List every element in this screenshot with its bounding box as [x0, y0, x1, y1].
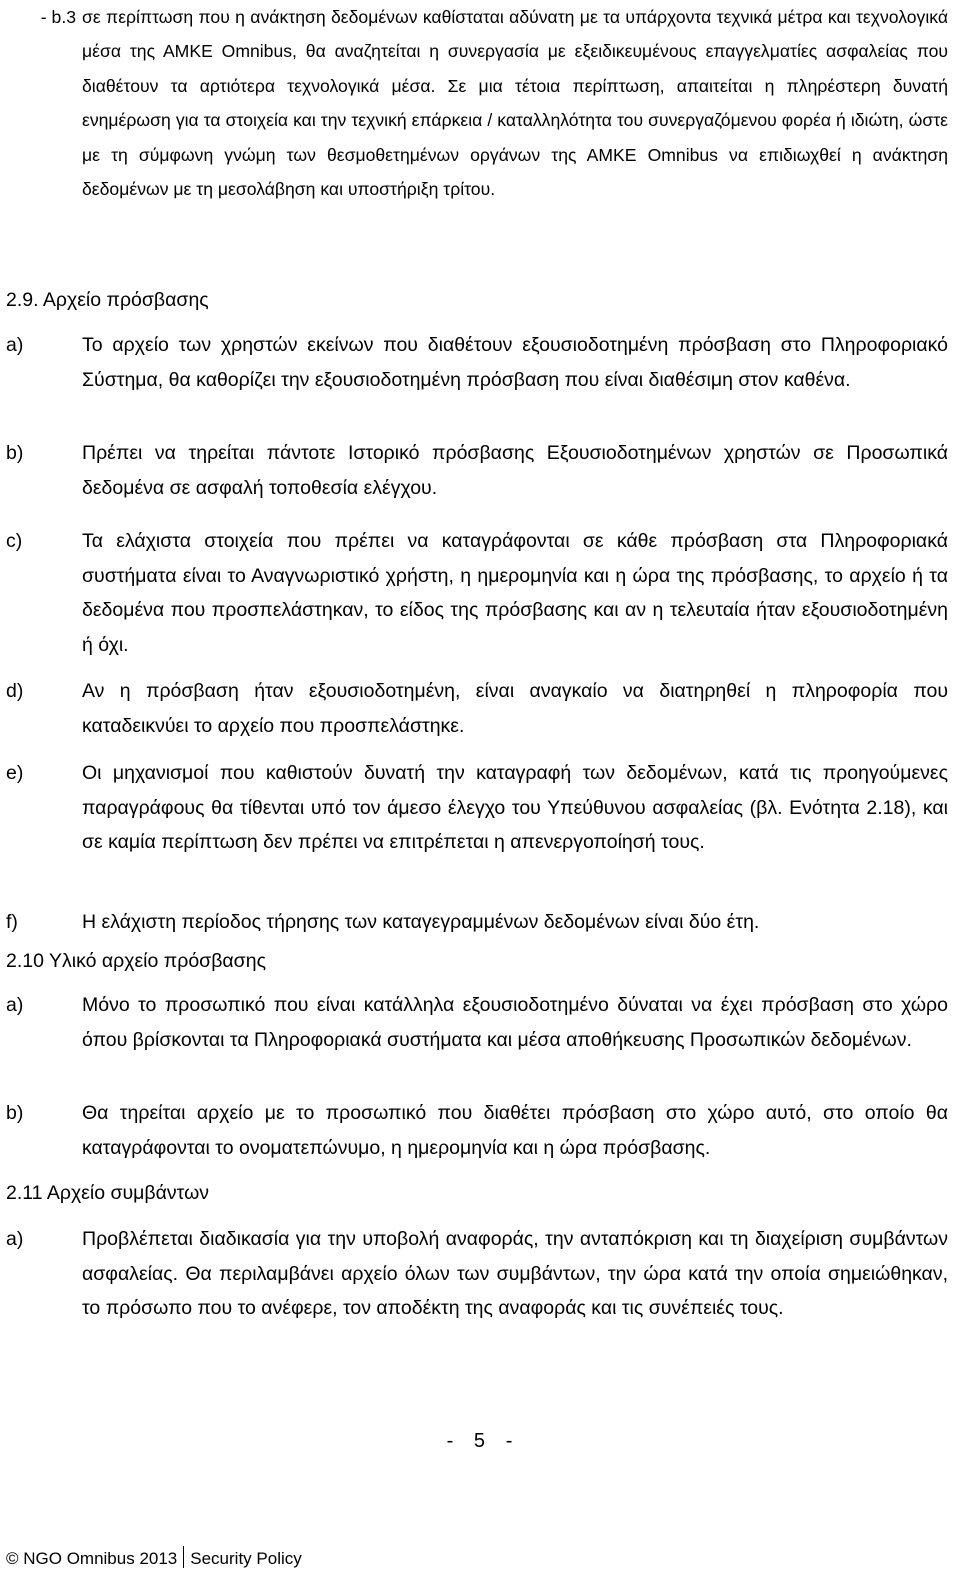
list-item-label: a): [6, 1228, 24, 1250]
list-item-text: Τα ελάχιστα στοιχεία που πρέπει να καταγράφονται σε κάθε πρόσβαση στα Πληροφοριακά συστήματα είναι το Αναγνωριστικό χρήστη, η ημερομηνία και η ώρα της πρόσβασης, το αρχείο ή τα δεδομένα που προσπελάστηκαν, το είδος της πρόσβασης και αν η τελευταία ήταν εξουσιοδοτημένη ή όχι.: [82, 530, 948, 656]
list-item-label: f): [6, 911, 18, 933]
list-item: [6, 756, 948, 860]
list-item: [6, 674, 948, 743]
list-item-text: Πρέπει να τηρείται πάντοτε Ιστορικό πρόσβασης Εξουσιοδοτημένων χρηστών σε Προσωπικά δεδομένα σε ασφαλή τοποθεσία ελέγχου.: [82, 442, 948, 499]
list-item-text: Προβλέπεται διαδικασία για την υποβολή αναφοράς, την ανταπόκριση και τη διαχείριση συμβάντων ασφαλείας. Θα περιλαμβάνει αρχείο όλων των συμβάντων, την ώρα κατά την οποία σημειώθηκαν, το πρόσωπο που το ανέφερε, τον αποδέκτη της αναφοράς και τις συνέπειές τους.: [82, 1228, 948, 1320]
list-item: [6, 328, 948, 397]
list-item-label: b): [6, 442, 24, 464]
list-item-label: d): [6, 680, 24, 702]
list-item-text: Το αρχείο των χρηστών εκείνων που διαθέτουν εξουσιοδοτημένη πρόσβαση στο Πληροφοριακό Σύστημα, θα καθορίζει την εξουσιοδοτημένη πρόσβαση που είναι διαθέσιμη στον καθένα.: [82, 334, 948, 391]
list-item-text: Αν η πρόσβαση ήταν εξουσιοδοτημένη, είναι αναγκαίο να διατηρηθεί η πληροφορία που καταδεικνύει το αρχείο που προσπελάστηκε.: [82, 680, 948, 737]
footer-title: Security Policy: [190, 1549, 302, 1568]
list-item: [6, 524, 948, 662]
list-item: [6, 988, 948, 1057]
intro-text: σε περίπτωση που η ανάκτηση δεδομένων καθίσταται αδύνατη με τα υπάρχοντα τεχνικά μέτρα και τεχνολογικά μέσα της ΑΜΚΕ Omnibus, θα αναζητείται η συνεργασία με εξειδικευμένους επαγγελματίες ασφαλείας που διαθέτουν τα αρτιότερα τεχνολογικά μέσα. Σε μια τέτοια περίπτωση, απαιτείται η πληρέστερη δυνατή ενημέρωση για τα στοιχεία και την τεχνική επάρκεια / καταλληλότητα του συνεργαζόμενου φορέα ή ιδιώτη, ώστε με τη σύμφωνη γνώμη των θεσμοθετημένων οργάνων της ΑΜΚΕ Omnibus να επιδιωχθεί η ανάκτηση δεδομένων με τη μεσολάβηση και υποστήριξη τρίτου.: [82, 7, 948, 200]
list-item-text: Θα τηρείται αρχείο με το προσωπικό που διαθέτει πρόσβαση στο χώρο αυτό, στο οποίο θα καταγράφονται το ονοματεπώνυμο, η ημερομηνία και η ώρα πρόσβασης.: [82, 1102, 948, 1159]
section-heading-2-11: 2.11 Αρχείο συμβάντων: [6, 1182, 210, 1204]
list-item: [6, 1096, 948, 1165]
intro-marker: - b.3: [40, 7, 76, 27]
list-item: [6, 1222, 948, 1326]
footer-copyright: © NGO Omnibus 2013: [6, 1549, 178, 1568]
list-item-label: b): [6, 1102, 24, 1124]
list-item-label: a): [6, 994, 24, 1016]
intro-paragraph: [40, 0, 948, 206]
list-item-text: Οι μηχανισμοί που καθιστούν δυνατή την καταγραφή των δεδομένων, κατά τις προηγούμενες παραγράφους θα τίθενται υπό τον άμεσο έλεγχο του Υπεύθυνου ασφαλείας (βλ. Ενότητα 2.18), και σε καμία περίπτωση δεν πρέπει να επιτρέπεται η απενεργοποίησή τους.: [82, 762, 948, 854]
list-item-label: c): [6, 530, 23, 552]
list-item-label: a): [6, 334, 24, 356]
section-heading-2-9: 2.9. Αρχείο πρόσβασης: [6, 289, 209, 311]
section-heading-2-10: 2.10 Υλικό αρχείο πρόσβασης: [6, 950, 266, 972]
page-footer: [6, 1545, 302, 1573]
footer-divider: [183, 1546, 184, 1568]
page-number: - 5 -: [446, 1430, 514, 1452]
list-item: [6, 905, 948, 940]
list-item: [6, 436, 948, 505]
list-item-text: Η ελάχιστη περίοδος τήρησης των καταγεγραμμένων δεδομένων είναι δύο έτη.: [82, 911, 760, 933]
list-item-label: e): [6, 762, 24, 784]
list-item-text: Μόνο το προσωπικό που είναι κατάλληλα εξουσιοδοτημένο δύναται να έχει πρόσβαση στο χώρο όπου βρίσκονται τα Πληροφοριακά συστήματα και μέσα αποθήκευσης Προσωπικών δεδομένων.: [82, 994, 948, 1051]
